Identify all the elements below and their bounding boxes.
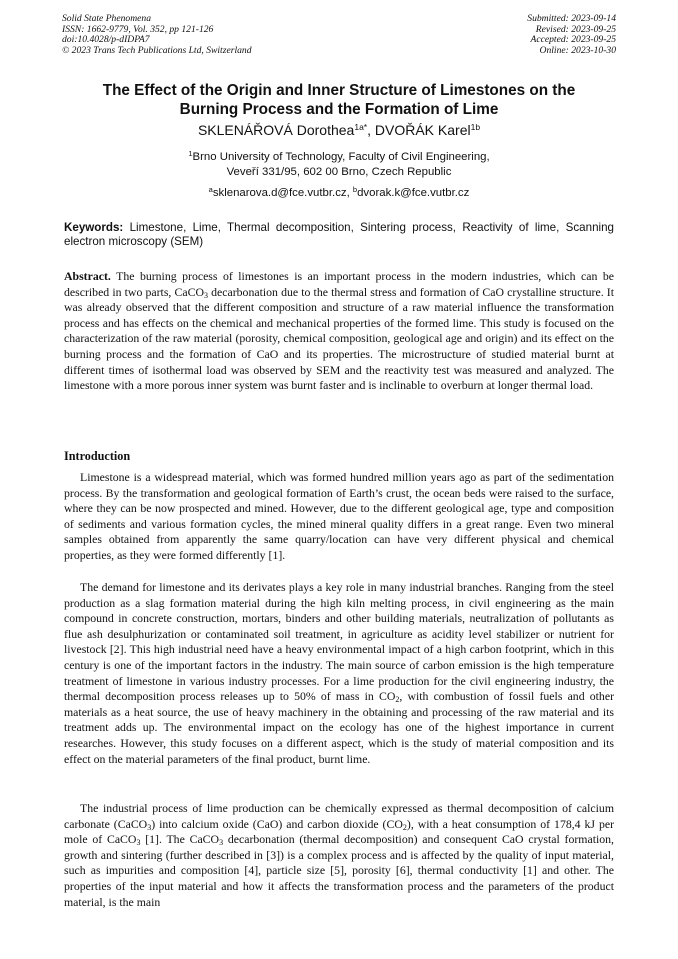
intro-paragraph-3-subscript-3: 3 xyxy=(136,838,141,848)
intro-paragraph-3-subscript-2: 2 xyxy=(402,822,407,832)
abstract-label: Abstract. xyxy=(64,269,111,283)
keywords-text: Limestone, Lime, Thermal decomposition, Sintering process, Reactivity of lime, Scanning electron microscopy (SEM) xyxy=(64,221,614,249)
author-1: SKLENÁŘOVÁ Dorothea xyxy=(197,122,355,138)
title-line-2: Burning Process and the Formation of Lime xyxy=(179,100,499,118)
email-a-superscript: a xyxy=(208,185,213,194)
journal-info xyxy=(62,14,252,56)
intro-paragraph-2-subscript: 2 xyxy=(395,695,400,705)
date-accepted: Accepted: 2023-09-25 xyxy=(530,34,616,46)
email-b-link[interactable]: dvorak.k@fce.vutbr.cz xyxy=(357,187,470,199)
author-list xyxy=(64,121,614,141)
author-1-superscript: 1a* xyxy=(354,122,368,132)
abstract xyxy=(64,269,614,394)
journal-copyright: © 2023 Trans Tech Publications Ltd, Switzerland xyxy=(62,44,252,56)
intro-paragraph-2-text-b: , with combustion of fossil fuels and other materials as a heat source, the use of heavy machinery in the obtaining and processing of the raw material and its treatment adds up. The environmental impact on the ecology has one of the highest importance in current researches. However, this study focuses on a different aspect, which is the study of material composition and its effect on the material parameters of the final product, burnt lime. xyxy=(64,689,614,766)
intro-paragraph-3-text-e: decarbonation (thermal decomposition) and consequent CaO crystal formation, growth and sintering (further described in [3]) is a complex process and is affected by the quality of input material, such as impurities and composition [4], particle size [5], porosity [6], thermal conductivity [1] and other. The properties of the input material and how it affects the transformation process and the parameters of the product material, is the main xyxy=(64,832,615,909)
email-b-superscript: b xyxy=(352,185,358,194)
abstract-text-1: The burning process of limestones is an important process in the modern industries, which can be described in two parts, CaCO xyxy=(64,269,614,299)
date-online: Online: 2023-10-30 xyxy=(539,44,616,56)
affiliation-line-1: Brno University of Technology, Faculty of Civil Engineering, xyxy=(192,151,490,163)
date-revised: Revised: 2023-09-25 xyxy=(535,23,616,35)
intro-paragraph-3-text-b: ) into calcium oxide (CaO) and carbon dioxide (CO xyxy=(151,816,403,831)
publication-dates xyxy=(527,14,616,56)
abstract-subscript: 3 xyxy=(203,290,208,300)
paper-title xyxy=(64,82,614,119)
affiliation xyxy=(64,150,614,180)
email-a-link[interactable]: sklenarova.d@fce.vutbr.cz, xyxy=(212,187,353,199)
date-submitted: Submitted: 2023-09-14 xyxy=(527,13,616,24)
intro-paragraph-1: Limestone is a widespread material, which was formed hundred million years ago as part of the sedimentation process. By the transformation and geological formation of Earth’s crust, the ocean beds were raised to the surface, where they can be now prospected and mined. However, due to the different geological age, type and composition of sediments and various formation cycles, the mined mineral quality differs in a great range. Even two mineral samples obtained from apparently the same quarry/location can have very different physical and chemical properties, as they were formed differently [1]. xyxy=(64,470,614,562)
title-line-1: The Effect of the Origin and Inner Structure of Limestones on the xyxy=(102,82,576,99)
journal-doi: doi:10.4028/p-dIDPA7 xyxy=(62,34,150,46)
journal-issn: ISSN: 1662-9779, Vol. 352, pp 121-126 xyxy=(62,23,214,35)
keywords xyxy=(64,221,614,249)
affiliation-line-2: Veveří 331/95, 602 00 Brno, Czech Republic xyxy=(226,166,452,179)
section-heading-introduction: Introduction xyxy=(64,449,131,463)
intro-paragraph-3-text-a: The industrial process of lime production can be chemically expressed as thermal decomposition of calcium carbonate (CaCO xyxy=(64,801,614,831)
keywords-label: Keywords: xyxy=(64,221,124,234)
author-separator: , xyxy=(367,122,375,138)
author-2-superscript: 1b xyxy=(470,122,481,132)
intro-paragraph-3 xyxy=(64,801,614,910)
intro-paragraph-3-subscript-1: 3 xyxy=(147,822,152,832)
intro-paragraph-2 xyxy=(64,580,614,767)
abstract-text-2: decarbonation due to the thermal stress and formation of CaO crystalline structure. It was already observed that the different composition and structure of a raw material influence the transformation process and has effects on the chemical and mechanical properties of the formed lime. This study is focused on the characterization of the raw material (porosity, chemical composition, geological age and origin) and its effect on the burning process and the formation of CaO and its properties. The microstructure of studied material burnt at different times of isothermal load was observed by SEM and the reactivity test was measured and analyzed. The limestone with a more porous inner system was burnt faster and is inclinable to overburn at longer thermal load. xyxy=(64,284,614,393)
intro-paragraph-2-text-a: The demand for limestone and its derivates plays a key role in many industrial branches. Ranging from the steel production as a slag formation material during the high kiln melting process, in civil engineering as the main compound in concrete construction, mortars, binders and other building materials, neutralization of pollutants as flue ash desulphurization or contaminated soil treatment, in agriculture as acidity level stabilizer or nutrient for livestock [2]. This high industrial need have a heavy environmental impact of a high carbon footprint, which in this century is one of the important factors in the industry. The main source of carbon emission is the high temperature treatment of limestone in various industry processes. For a lime production for the civil engineering industry, the thermal decomposition process releases up to 50% of mass in CO xyxy=(64,580,614,704)
author-2: DVOŘÁK Karel xyxy=(374,122,471,138)
journal-name: Solid State Phenomena xyxy=(62,13,151,24)
intro-paragraph-3-text-c: ), with a heat consumption of 178,4 kJ per mole of CaCO xyxy=(64,816,615,847)
affiliation-superscript: 1 xyxy=(188,149,193,158)
author-emails xyxy=(64,186,614,201)
intro-paragraph-3-subscript-4: 3 xyxy=(219,838,224,848)
intro-paragraph-3-text-d: [1]. The CaCO xyxy=(140,832,220,847)
